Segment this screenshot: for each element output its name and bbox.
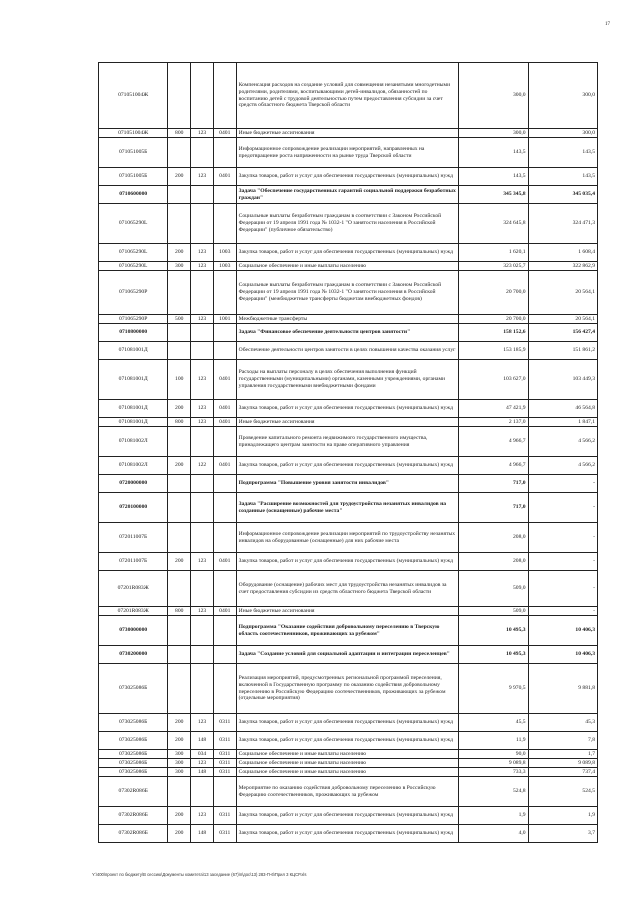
- admin-code-cell: 123: [191, 807, 214, 825]
- name-cell: Социальное обеспечение и иные выплаты населению: [236, 750, 459, 759]
- expense-type-cell: [168, 777, 191, 807]
- name-cell: Проведение капитального ремонта недвижимого государственного имущества, принадлежащего центрам занятости на праве оперативного управления: [236, 427, 459, 457]
- table-row: [99, 168, 598, 186]
- expense-type-cell: [168, 138, 191, 168]
- section-code-cell: 0401: [213, 168, 236, 186]
- admin-code-cell: 123: [191, 714, 214, 732]
- amount-actual-cell: 4 566,2: [528, 457, 597, 475]
- admin-code-cell: [191, 475, 214, 493]
- code-cell: 0710800000: [99, 324, 168, 342]
- name-cell: Закупка товаров, работ и услуг для обеспечения государственных (муниципальных) нужд: [236, 714, 459, 732]
- amount-plan-cell: 143,5: [459, 138, 528, 168]
- amount-plan-cell: 717,0: [459, 493, 528, 523]
- budget-table: [98, 62, 598, 843]
- amount-actual-cell: 3,7: [528, 825, 597, 843]
- expense-type-cell: 800: [168, 607, 191, 616]
- name-cell: Подпрограмма "Оказание содействия добровольному переселению в Тверскую область соотечественников, проживающих за рубежом": [236, 616, 459, 646]
- table-row: [99, 607, 598, 616]
- code-cell: 071051004Ж: [99, 63, 168, 129]
- section-code-cell: [213, 324, 236, 342]
- amount-actual-cell: 20 564,1: [528, 271, 597, 315]
- table-row: [99, 204, 598, 244]
- section-code-cell: 0311: [213, 825, 236, 843]
- amount-actual-cell: 1 608,4: [528, 244, 597, 262]
- amount-plan-cell: 323 025,7: [459, 262, 528, 271]
- expense-type-cell: 200: [168, 825, 191, 843]
- admin-code-cell: 122: [191, 457, 214, 475]
- name-cell: Компенсация расходов на создание условий для совмещения незанятыми многодетными родителями, родителями, воспитывающими детей-инвалидов, обязанностей по воспитанию детей с трудовой деятельностью путем предоставления субсидии за счет средств областного бюджета Тверской области: [236, 63, 459, 129]
- table-row: [99, 493, 598, 523]
- expense-type-cell: [168, 324, 191, 342]
- admin-code-cell: [191, 63, 214, 129]
- admin-code-cell: [191, 324, 214, 342]
- code-cell: 07302R086Б: [99, 807, 168, 825]
- code-cell: 07201R083Ж: [99, 571, 168, 607]
- section-code-cell: 0401: [213, 400, 236, 418]
- table-row: [99, 807, 598, 825]
- amount-actual-cell: 345 035,4: [528, 186, 597, 204]
- admin-code-cell: 123: [191, 262, 214, 271]
- expense-type-cell: 300: [168, 262, 191, 271]
- name-cell: Закупка товаров, работ и услуг для обеспечения государственных (муниципальных) нужд: [236, 244, 459, 262]
- section-code-cell: [213, 664, 236, 714]
- amount-actual-cell: 324 471,3: [528, 204, 597, 244]
- amount-actual-cell: 7,8: [528, 732, 597, 750]
- table-row: [99, 342, 598, 360]
- expense-type-cell: 200: [168, 732, 191, 750]
- admin-code-cell: 123: [191, 168, 214, 186]
- code-cell: 071081001Д: [99, 342, 168, 360]
- expense-type-cell: 300: [168, 750, 191, 759]
- amount-actual-cell: 1,7: [528, 750, 597, 759]
- amount-actual-cell: 524,5: [528, 777, 597, 807]
- amount-plan-cell: 4 966,7: [459, 427, 528, 457]
- table-row: [99, 646, 598, 664]
- admin-code-cell: 148: [191, 732, 214, 750]
- amount-plan-cell: 717,0: [459, 475, 528, 493]
- amount-plan-cell: 509,0: [459, 571, 528, 607]
- expense-type-cell: 300: [168, 759, 191, 768]
- section-code-cell: [213, 271, 236, 315]
- name-cell: Социальные выплаты безработным гражданам в соответствии с Законом Российской Федерации от 19 апреля 1991 года № 1032-1 "О занятости населения в Российской Федерации" (межбюджетные трансферты бюджетам внебюджетных фондов): [236, 271, 459, 315]
- admin-code-cell: [191, 204, 214, 244]
- amount-actual-cell: -: [528, 493, 597, 523]
- admin-code-cell: 123: [191, 553, 214, 571]
- amount-plan-cell: 9 970,5: [459, 664, 528, 714]
- amount-actual-cell: 4 566,2: [528, 427, 597, 457]
- admin-code-cell: 148: [191, 768, 214, 777]
- amount-plan-cell: 208,0: [459, 523, 528, 553]
- admin-code-cell: [191, 616, 214, 646]
- expense-type-cell: 200: [168, 714, 191, 732]
- section-code-cell: [213, 493, 236, 523]
- admin-code-cell: [191, 646, 214, 664]
- admin-code-cell: [191, 777, 214, 807]
- code-cell: 071051005Б: [99, 138, 168, 168]
- table-row: [99, 523, 598, 553]
- section-code-cell: 0311: [213, 759, 236, 768]
- code-cell: 071081001Д: [99, 400, 168, 418]
- table-row: [99, 768, 598, 777]
- code-cell: 071065290L: [99, 262, 168, 271]
- name-cell: Информационное сопровождение реализации мероприятий по трудоустройству незанятых инвалидов на оборудованные (оснащенные) для них рабочие места: [236, 523, 459, 553]
- expense-type-cell: [168, 186, 191, 204]
- name-cell: Закупка товаров, работ и услуг для обеспечения государственных (муниципальных) нужд: [236, 400, 459, 418]
- name-cell: Социальное обеспечение и иные выплаты населению: [236, 759, 459, 768]
- code-cell: 0720100000: [99, 493, 168, 523]
- expense-type-cell: [168, 664, 191, 714]
- name-cell: Реализация мероприятий, предусмотренных региональной программой переселения, включенной в Государственную программу по оказанию содействия добровольному переселению в Российскую Федерацию соотечественников, проживающих за рубежом (отдельные мероприятия): [236, 664, 459, 714]
- admin-code-cell: 123: [191, 129, 214, 138]
- section-code-cell: [213, 63, 236, 129]
- table-row: [99, 750, 598, 759]
- amount-plan-cell: 733,3: [459, 768, 528, 777]
- section-code-cell: 0401: [213, 457, 236, 475]
- expense-type-cell: 800: [168, 129, 191, 138]
- table-row: [99, 616, 598, 646]
- code-cell: 0710600000: [99, 186, 168, 204]
- admin-code-cell: 034: [191, 750, 214, 759]
- table-row: [99, 714, 598, 732]
- amount-actual-cell: 103 449,3: [528, 360, 597, 400]
- amount-actual-cell: 10 406,3: [528, 646, 597, 664]
- table-row: [99, 418, 598, 427]
- section-code-cell: 0311: [213, 768, 236, 777]
- amount-actual-cell: -: [528, 607, 597, 616]
- amount-plan-cell: 158 152,6: [459, 324, 528, 342]
- section-code-cell: [213, 523, 236, 553]
- expense-type-cell: [168, 204, 191, 244]
- amount-plan-cell: 1,9: [459, 807, 528, 825]
- code-cell: 073025086Б: [99, 759, 168, 768]
- table-row: [99, 777, 598, 807]
- section-code-cell: 0401: [213, 360, 236, 400]
- amount-actual-cell: -: [528, 523, 597, 553]
- table-row: [99, 315, 598, 324]
- amount-actual-cell: -: [528, 475, 597, 493]
- amount-actual-cell: -: [528, 571, 597, 607]
- table-row: [99, 457, 598, 475]
- admin-code-cell: 123: [191, 759, 214, 768]
- amount-actual-cell: 1 847,1: [528, 418, 597, 427]
- section-code-cell: 0401: [213, 553, 236, 571]
- admin-code-cell: 123: [191, 315, 214, 324]
- expense-type-cell: 200: [168, 553, 191, 571]
- amount-actual-cell: 9 881,8: [528, 664, 597, 714]
- code-cell: 071051005Б: [99, 168, 168, 186]
- code-cell: 0730200000: [99, 646, 168, 664]
- table-row: [99, 825, 598, 843]
- amount-actual-cell: 300,0: [528, 129, 597, 138]
- name-cell: Иные бюджетные ассигнования: [236, 607, 459, 616]
- section-code-cell: 1001: [213, 315, 236, 324]
- name-cell: Задача "Создание условий для социальной адаптации и интеграции переселенцев": [236, 646, 459, 664]
- name-cell: Мероприятие по оказанию содействия добровольному переселению в Российскую Федерацию соотечественников, проживающих за рубежом: [236, 777, 459, 807]
- name-cell: Социальное обеспечение и иные выплаты населению: [236, 262, 459, 271]
- code-cell: 071081001Д: [99, 360, 168, 400]
- name-cell: Закупка товаров, работ и услуг для обеспечения государственных (муниципальных) нужд: [236, 825, 459, 843]
- expense-type-cell: 200: [168, 457, 191, 475]
- table-row: [99, 571, 598, 607]
- section-code-cell: [213, 616, 236, 646]
- table-row: [99, 360, 598, 400]
- code-cell: 071081002Л: [99, 427, 168, 457]
- amount-actual-cell: 46 564,8: [528, 400, 597, 418]
- amount-plan-cell: 20 700,0: [459, 315, 528, 324]
- table-row: [99, 427, 598, 457]
- amount-plan-cell: 509,0: [459, 607, 528, 616]
- admin-code-cell: [191, 427, 214, 457]
- table-row: [99, 262, 598, 271]
- name-cell: Подпрограмма "Повышение уровня занятости инвалидов": [236, 475, 459, 493]
- table-row: [99, 271, 598, 315]
- name-cell: Иные бюджетные ассигнования: [236, 129, 459, 138]
- table-row: [99, 759, 598, 768]
- table-row: [99, 324, 598, 342]
- amount-plan-cell: 20 700,0: [459, 271, 528, 315]
- name-cell: Иные бюджетные ассигнования: [236, 418, 459, 427]
- code-cell: 071065290Р: [99, 271, 168, 315]
- code-cell: 07302R086Б: [99, 777, 168, 807]
- section-code-cell: [213, 138, 236, 168]
- admin-code-cell: 123: [191, 418, 214, 427]
- section-code-cell: 1003: [213, 262, 236, 271]
- name-cell: Закупка товаров, работ и услуг для обеспечения государственных (муниципальных) нужд: [236, 732, 459, 750]
- amount-actual-cell: 300,0: [528, 63, 597, 129]
- table-row: [99, 553, 598, 571]
- amount-actual-cell: 737,4: [528, 768, 597, 777]
- amount-actual-cell: 45,3: [528, 714, 597, 732]
- amount-actual-cell: 143,5: [528, 168, 597, 186]
- section-code-cell: [213, 646, 236, 664]
- name-cell: Закупка товаров, работ и услуг для обеспечения государственных (муниципальных) нужд: [236, 553, 459, 571]
- expense-type-cell: 300: [168, 768, 191, 777]
- code-cell: 0720000000: [99, 475, 168, 493]
- expense-type-cell: [168, 646, 191, 664]
- amount-actual-cell: 9 089,8: [528, 759, 597, 768]
- section-code-cell: 0401: [213, 418, 236, 427]
- section-code-cell: 1003: [213, 244, 236, 262]
- amount-actual-cell: 1,9: [528, 807, 597, 825]
- expense-type-cell: 200: [168, 244, 191, 262]
- amount-plan-cell: 11,9: [459, 732, 528, 750]
- amount-actual-cell: 143,5: [528, 138, 597, 168]
- amount-plan-cell: 103 627,0: [459, 360, 528, 400]
- amount-plan-cell: 345 345,8: [459, 186, 528, 204]
- name-cell: Закупка товаров, работ и услуг для обеспечения государственных (муниципальных) нужд: [236, 168, 459, 186]
- amount-plan-cell: 324 645,8: [459, 204, 528, 244]
- admin-code-cell: [191, 342, 214, 360]
- code-cell: 073025086Б: [99, 714, 168, 732]
- admin-code-cell: [191, 271, 214, 315]
- section-code-cell: [213, 186, 236, 204]
- section-code-cell: [213, 342, 236, 360]
- amount-actual-cell: 151 861,2: [528, 342, 597, 360]
- table-row: [99, 664, 598, 714]
- name-cell: Социальные выплаты безработным гражданам в соответствии с Законом Российской Федерации от 19 апреля 1991 года № 1032-1 "О занятости населения в Российской Федерации" (публичное обязательство): [236, 204, 459, 244]
- admin-code-cell: 123: [191, 400, 214, 418]
- section-code-cell: [213, 427, 236, 457]
- amount-plan-cell: 90,0: [459, 750, 528, 759]
- amount-actual-cell: 20 564,1: [528, 315, 597, 324]
- code-cell: 0730000000: [99, 616, 168, 646]
- amount-plan-cell: 10 495,3: [459, 616, 528, 646]
- table-row: [99, 129, 598, 138]
- code-cell: 072011007Б: [99, 523, 168, 553]
- amount-plan-cell: 300,0: [459, 63, 528, 129]
- table-row: [99, 475, 598, 493]
- expense-type-cell: [168, 493, 191, 523]
- footer-file-path: Y:\400\проект по бюджету\В сессию\Документы комитета\13 заседание (67)\п\дос\13) 283-П-6\Прил 3 КЦСР.xls: [92, 872, 307, 877]
- code-cell: 073025086Б: [99, 768, 168, 777]
- code-cell: 071065290L: [99, 244, 168, 262]
- amount-plan-cell: 1 620,1: [459, 244, 528, 262]
- admin-code-cell: 123: [191, 244, 214, 262]
- section-code-cell: [213, 204, 236, 244]
- amount-actual-cell: 10 406,3: [528, 616, 597, 646]
- admin-code-cell: [191, 493, 214, 523]
- table-row: [99, 400, 598, 418]
- code-cell: 07201R083Ж: [99, 607, 168, 616]
- table-row: [99, 63, 598, 129]
- expense-type-cell: [168, 271, 191, 315]
- table-row: [99, 732, 598, 750]
- expense-type-cell: [168, 475, 191, 493]
- code-cell: 071081001Д: [99, 418, 168, 427]
- admin-code-cell: 123: [191, 360, 214, 400]
- expense-type-cell: [168, 523, 191, 553]
- amount-plan-cell: 47 421,9: [459, 400, 528, 418]
- amount-plan-cell: 45,5: [459, 714, 528, 732]
- amount-actual-cell: 322 862,9: [528, 262, 597, 271]
- section-code-cell: 0401: [213, 129, 236, 138]
- code-cell: 071065290Р: [99, 315, 168, 324]
- section-code-cell: 0311: [213, 807, 236, 825]
- expense-type-cell: 100: [168, 360, 191, 400]
- code-cell: 072011007Б: [99, 553, 168, 571]
- section-code-cell: 0311: [213, 750, 236, 759]
- section-code-cell: 0311: [213, 732, 236, 750]
- expense-type-cell: 500: [168, 315, 191, 324]
- amount-plan-cell: 2 137,0: [459, 418, 528, 427]
- name-cell: Межбюджетные трансферты: [236, 315, 459, 324]
- amount-plan-cell: 300,0: [459, 129, 528, 138]
- section-code-cell: 0401: [213, 607, 236, 616]
- amount-plan-cell: 9 089,8: [459, 759, 528, 768]
- section-code-cell: 0311: [213, 714, 236, 732]
- budget-table-body: [99, 63, 598, 843]
- amount-actual-cell: -: [528, 553, 597, 571]
- admin-code-cell: [191, 186, 214, 204]
- table-row: [99, 186, 598, 204]
- name-cell: Задача "Обеспечение государственных гарантий социальной поддержки безработных граждан": [236, 186, 459, 204]
- admin-code-cell: [191, 571, 214, 607]
- name-cell: Социальное обеспечение и иные выплаты населению: [236, 768, 459, 777]
- expense-type-cell: 200: [168, 807, 191, 825]
- admin-code-cell: [191, 664, 214, 714]
- section-code-cell: [213, 777, 236, 807]
- amount-plan-cell: 143,5: [459, 168, 528, 186]
- expense-type-cell: [168, 427, 191, 457]
- name-cell: Обеспечение деятельности центров занятости в целях повышения качества оказания услуг: [236, 342, 459, 360]
- expense-type-cell: [168, 342, 191, 360]
- name-cell: Задача "Финансовое обеспечение деятельности центров занятости": [236, 324, 459, 342]
- expense-type-cell: [168, 63, 191, 129]
- page-number: 17: [605, 22, 610, 27]
- admin-code-cell: 148: [191, 825, 214, 843]
- code-cell: 073025086Б: [99, 732, 168, 750]
- expense-type-cell: 200: [168, 168, 191, 186]
- expense-type-cell: 200: [168, 400, 191, 418]
- name-cell: Закупка товаров, работ и услуг для обеспечения государственных (муниципальных) нужд: [236, 457, 459, 475]
- section-code-cell: [213, 475, 236, 493]
- admin-code-cell: [191, 523, 214, 553]
- amount-plan-cell: 4 966,7: [459, 457, 528, 475]
- code-cell: 073025086Б: [99, 664, 168, 714]
- amount-plan-cell: 524,8: [459, 777, 528, 807]
- admin-code-cell: 123: [191, 607, 214, 616]
- code-cell: 07302R086Б: [99, 825, 168, 843]
- section-code-cell: [213, 571, 236, 607]
- admin-code-cell: [191, 138, 214, 168]
- amount-plan-cell: 10 495,3: [459, 646, 528, 664]
- code-cell: 071081002Л: [99, 457, 168, 475]
- name-cell: Информационное сопровождение реализации мероприятий, направленных на предотвращение роста напряженности на рынке труда Тверской области: [236, 138, 459, 168]
- amount-actual-cell: 156 427,4: [528, 324, 597, 342]
- amount-plan-cell: 4,0: [459, 825, 528, 843]
- table-row: [99, 244, 598, 262]
- expense-type-cell: [168, 616, 191, 646]
- code-cell: 071065290L: [99, 204, 168, 244]
- table-row: [99, 138, 598, 168]
- name-cell: Задача "Расширение возможностей для трудоустройства незанятых инвалидов на созданные (оснащенные) рабочие места": [236, 493, 459, 523]
- amount-plan-cell: 153 185,9: [459, 342, 528, 360]
- expense-type-cell: 800: [168, 418, 191, 427]
- code-cell: 073025086Б: [99, 750, 168, 759]
- code-cell: 071051004Ж: [99, 129, 168, 138]
- name-cell: Закупка товаров, работ и услуг для обеспечения государственных (муниципальных) нужд: [236, 807, 459, 825]
- name-cell: Оборудование (оснащение) рабочих мест для трудоустройства незанятых инвалидов за счет предоставления субсидии из средств областного бюджета Тверской области: [236, 571, 459, 607]
- amount-plan-cell: 208,0: [459, 553, 528, 571]
- expense-type-cell: [168, 571, 191, 607]
- name-cell: Расходы на выплаты персоналу в целях обеспечения выполнения функций государственными (муниципальными) органами, казенными учреждениями, органами управления государственными внебюджетными фондами: [236, 360, 459, 400]
